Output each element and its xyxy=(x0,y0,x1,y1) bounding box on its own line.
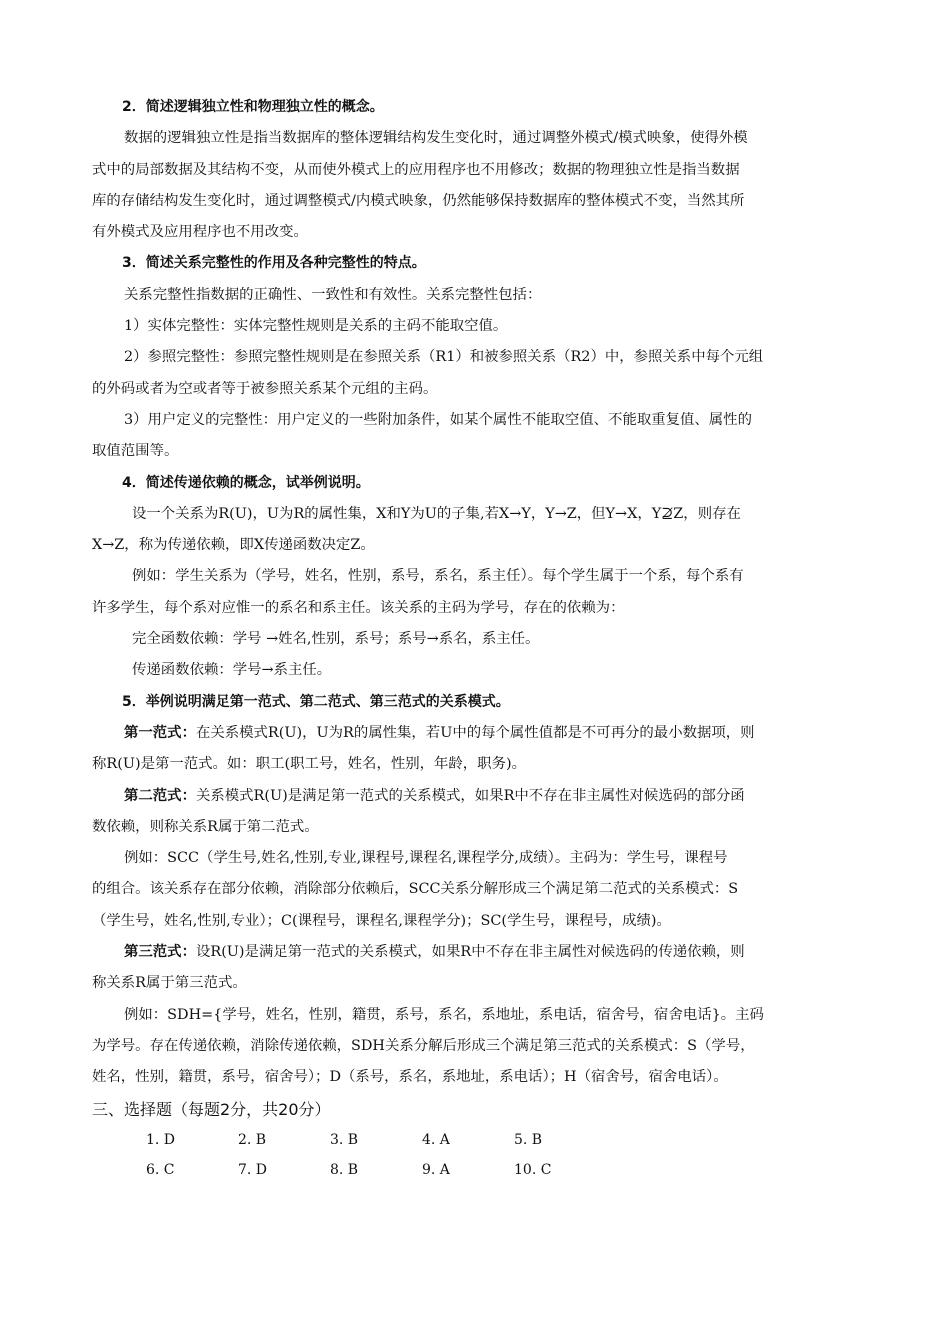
answer-item: 5. B xyxy=(514,1131,543,1148)
nf2-paragraph xyxy=(92,781,860,812)
q2-line: 数据的逻辑独立性是指当数据库的整体逻辑结构发生变化时，通过调整外模式/模式映象，使得外模 xyxy=(124,130,748,147)
q3-item-2-cont: 的外码或者为空或者等于被参照关系某个元组的主码。 xyxy=(92,380,438,397)
nf3-example-cont: 为学号。存在传递依赖，消除传递依赖，SDH关系分解后形成三个满足第三范式的关系模式：S（学号， xyxy=(92,1037,755,1054)
nf2-example-cont: （学生号，姓名,性别,专业）；C(课程号，课程名,课程学分)；SC(学生号，课程号，成绩)。 xyxy=(92,912,671,929)
nf2-example: 例如：SCC（学生号,姓名,性别,专业,课程号,课程名,课程学分,成绩）。主码为：学生号，课程号 xyxy=(124,850,728,867)
answers-row-2 xyxy=(92,1155,860,1185)
q4-example-cont: 许多学生，每个系对应惟一的系名和系主任。该关系的主码为学号，存在的依赖为： xyxy=(92,599,625,616)
answer-item: 8. B xyxy=(330,1161,359,1178)
question-2-heading: 2．简述逻辑独立性和物理独立性的概念。 xyxy=(122,99,384,115)
nf2-label: 第二范式： xyxy=(124,787,196,804)
q3-item-2: 2）参照完整性：参照完整性规则是在参照关系（R1）和被参照关系（R2）中，参照关系中每个元组 xyxy=(124,349,764,366)
q4-definition: 设一个关系为R(U)，U为R的属性集，X和Y为U的子集,若X→Y，Y→Z，但Y→X，Y⊉Z，则存在 xyxy=(132,505,741,522)
answer-item: 7. D xyxy=(238,1161,268,1178)
q3-item-3-cont: 取值范围等。 xyxy=(92,443,179,460)
question-4-heading: 4．简述传递依赖的概念，试举例说明。 xyxy=(122,474,370,491)
answer-item: 4. A xyxy=(422,1131,450,1148)
nf1-text: 在关系模式R(U)，U为R的属性集，若U中的每个属性值都是不可再分的最小数据项，则 xyxy=(195,724,755,741)
question-5-heading: 5．举例说明满足第一范式、第二范式、第三范式的关系模式。 xyxy=(122,693,510,710)
section-3-title: 三、选择题（每题2分，共20分） xyxy=(92,1099,331,1119)
nf2-cont: 数依赖，则称关系R属于第二范式。 xyxy=(92,818,319,835)
nf3-example-cont: 姓名，性别，籍贯，系号，宿舍号）；D（系号，系名，系地址，系电话）；H（宿舍号，宿舍电话）。 xyxy=(92,1069,728,1086)
q4-example: 例如：学生关系为（学号，姓名，性别，系号，系名，系主任）。每个学生属于一个系，每个系有 xyxy=(132,568,744,585)
answer-item: 6. C xyxy=(146,1161,175,1178)
q4-full-dependency: 完全函数依赖：学号 →姓名,性别，系号；系号→系名，系主任。 xyxy=(132,631,540,648)
q4-definition-cont: X→Z，称为传递依赖，即X传递函数决定Z。 xyxy=(92,537,375,554)
nf3-paragraph xyxy=(92,937,860,968)
q2-line: 有外模式及应用程序也不用改变。 xyxy=(92,224,308,241)
nf3-label: 第三范式： xyxy=(124,944,196,961)
nf2-example-cont: 的组合。该关系存在部分依赖，消除部分依赖后，SCC关系分解形成三个满足第二范式的关系模式：S xyxy=(92,881,739,898)
q3-item-1: 1）实体完整性：实体完整性规则是关系的主码不能取空值。 xyxy=(124,318,508,335)
nf1-label: 第一范式： xyxy=(124,724,196,741)
answer-item: 10. C xyxy=(514,1161,552,1178)
nf1-cont: 称R(U)是第一范式。如：职工(职工号，姓名，性别，年龄，职务)。 xyxy=(92,756,526,773)
nf3-example: 例如：SDH={学号，姓名，性别，籍贯，系号，系名，系地址，系电话，宿舍号，宿舍电话}。主码 xyxy=(124,1006,764,1023)
answer-item: 1. D xyxy=(146,1131,176,1148)
nf1-paragraph xyxy=(92,718,860,749)
nf3-text: 设R(U)是满足第一范式的关系模式，如果R中不存在非主属性对候选码的传递依赖，则 xyxy=(195,944,745,961)
nf3-cont: 称关系R属于第三范式。 xyxy=(92,975,247,992)
q3-intro: 关系完整性指数据的正确性、一致性和有效性。关系完整性包括： xyxy=(124,286,542,303)
q2-line: 式中的局部数据及其结构不变，从而使外模式上的应用程序也不用修改；数据的物理独立性是指当数据 xyxy=(92,161,740,178)
answer-item: 9. A xyxy=(422,1161,450,1178)
answer-item: 2. B xyxy=(238,1131,267,1148)
q4-transitive-dependency: 传递函数依赖：学号→系主任。 xyxy=(132,662,332,679)
nf2-text: 关系模式R(U)是满足第一范式的关系模式，如果R中不存在非主属性对候选码的部分函 xyxy=(195,787,745,804)
question-3-heading: 3．简述关系完整性的作用及各种完整性的特点。 xyxy=(122,255,426,272)
answers-row-1 xyxy=(92,1125,860,1155)
document-page xyxy=(92,92,860,1185)
q2-line: 库的存储结构发生变化时，通过调整模式/内模式映象，仍然能够保持数据库的整体模式不变，当然其所 xyxy=(92,192,745,209)
answer-item: 3. B xyxy=(330,1131,359,1148)
q3-item-3: 3）用户定义的完整性：用户定义的一些附加条件，如某个属性不能取空值、不能取重复值、属性的 xyxy=(124,411,752,428)
